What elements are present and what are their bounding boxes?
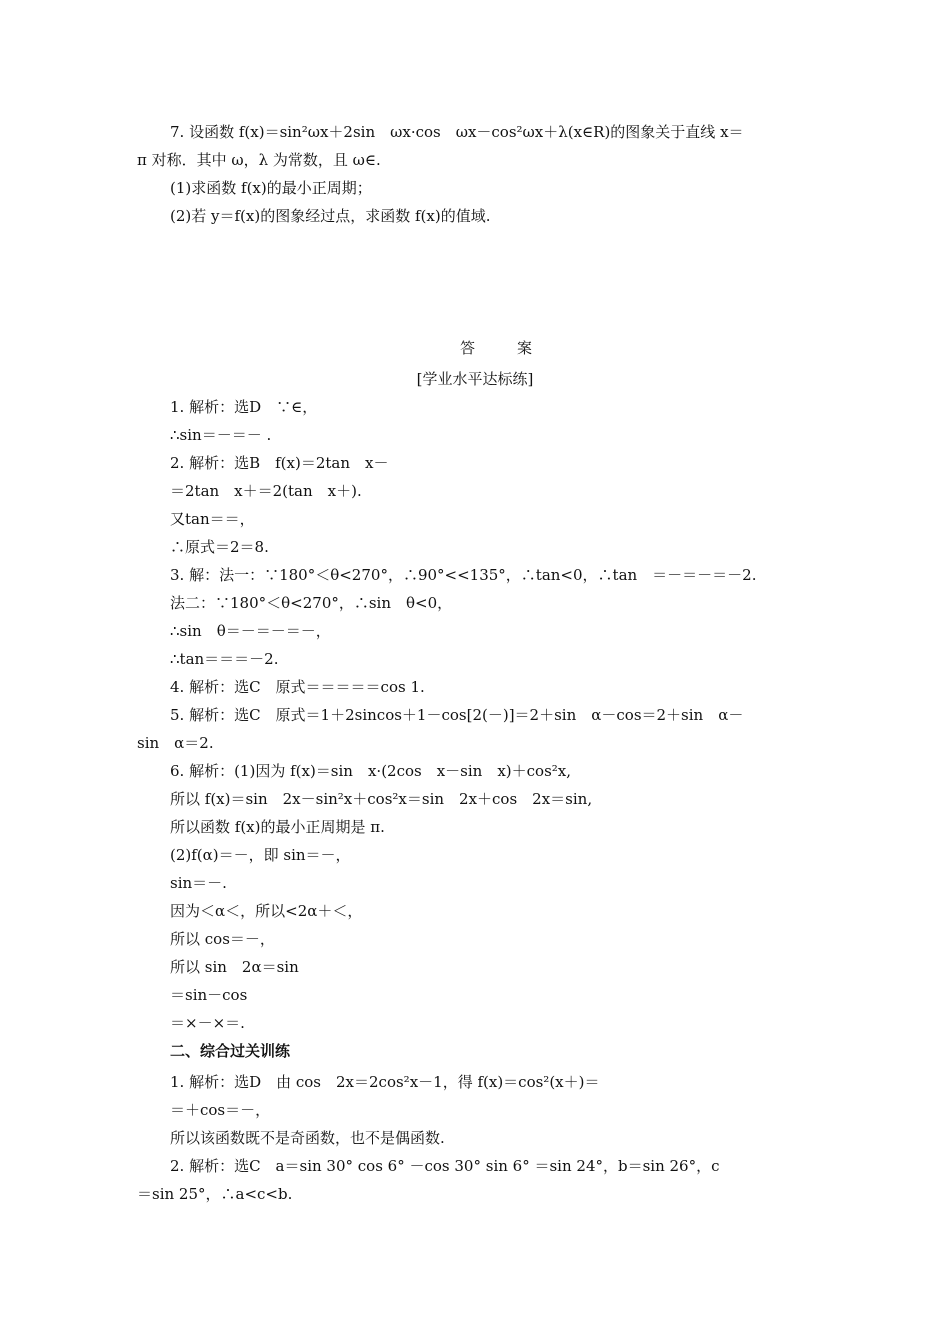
answer-line: 法二：∵180°＜θ<270°，∴sin θ<0， [170, 594, 453, 612]
answer-line: ＝2tan x＋＝2(tan x＋). [170, 482, 362, 500]
answer-line: (2)f(α)＝－，即 sin＝－， [170, 846, 351, 864]
answer-line: 所以函数 f(x)的最小正周期是 π. [170, 818, 385, 836]
answer-line: ＝×－×＝. [170, 1014, 245, 1032]
answer-line: 2. 解析：选B f(x)＝2tan x－ [170, 454, 389, 472]
problem-7-line-2: π 对称．其中 ω，λ 为常数，且 ω∈. [137, 151, 381, 169]
answer-line: 1. 解析：选D ∵∈， [170, 398, 318, 416]
answer-line: 6. 解析：(1)因为 f(x)＝sin x·(2cos x－sin x)＋cos²x, [170, 762, 572, 780]
answer-line: sin＝－. [170, 874, 227, 892]
section-2-line: 1. 解析：选D 由 cos 2x＝2cos²x－1，得 f(x)＝cos²(x＋)＝ [170, 1073, 600, 1091]
answer-line: 又tan＝＝， [170, 510, 255, 528]
answer-line: sin α＝2. [137, 734, 214, 752]
answer-line: 所以 cos＝－， [170, 930, 275, 948]
answer-line: ∴tan＝＝＝－2. [170, 650, 279, 668]
answer-line: ∴sin θ＝－＝－＝－， [170, 622, 331, 640]
answer-line: 4. 解析：选C 原式＝＝＝＝＝cos 1. [170, 678, 425, 696]
section-2-line: ＝＋cos＝－， [170, 1101, 271, 1119]
section-2-line: 所以该函数既不是奇函数，也不是偶函数. [170, 1129, 445, 1147]
answers-subtitle: [学业水平达标练] [416, 370, 534, 388]
answer-line: ∴sin＝－＝－ . [170, 426, 272, 444]
answers-title: 答案 [459, 339, 574, 357]
problem-7-part-1: (1)求函数 f(x)的最小正周期； [170, 179, 372, 197]
section-2-title: 二、综合过关训练 [170, 1042, 291, 1060]
answer-line: ∴原式＝2＝8. [170, 538, 269, 556]
answer-line: 所以 f(x)＝sin 2x－sin²x＋cos²x＝sin 2x＋cos 2x＝sin, [170, 790, 593, 808]
answer-line: 所以 sin 2α＝sin [170, 958, 299, 976]
section-2-line: ＝sin 25°，∴a<c<b. [137, 1185, 293, 1203]
answer-line: 3. 解：法一：∵180°＜θ<270°，∴90°<<135°，∴tan<0，∴tan ＝－＝－＝－2. [170, 566, 757, 584]
answer-line: 因为＜α＜，所以<2α＋＜， [170, 902, 363, 920]
problem-7-part-2: (2)若 y＝f(x)的图象经过点，求函数 f(x)的值域. [170, 207, 491, 225]
answer-line: 5. 解析：选C 原式＝1＋2sincos＋1－cos[2(－)]＝2＋sin α－cos＝2＋sin α－ [170, 706, 744, 724]
answer-line: ＝sin－cos [170, 986, 248, 1004]
problem-7-line-1: 7. 设函数 f(x)＝sin²ωx＋2sin ωx·cos ωx－cos²ωx＋λ(x∈R)的图象关于直线 x＝ [170, 123, 744, 141]
section-2-line: 2. 解析：选C a＝sin 30° cos 6° －cos 30° sin 6° ＝sin 24°，b＝sin 26°，c [170, 1157, 720, 1175]
